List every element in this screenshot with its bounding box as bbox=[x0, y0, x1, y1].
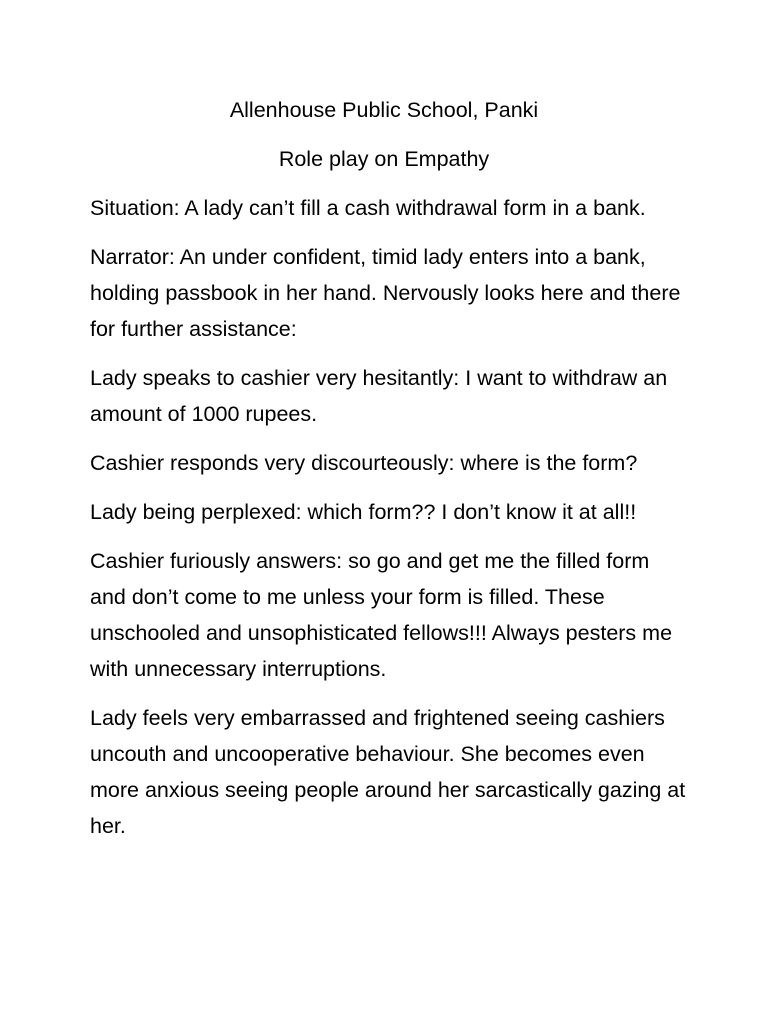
document-title: Role play on Empathy bbox=[278, 147, 490, 171]
paragraph-lady-perplexed: Lady being perplexed: which form?? I don’t know it at all!! bbox=[90, 500, 637, 524]
paragraph-lady-request: Lady speaks to cashier very hesitantly: I want to withdraw an amount of 1000 rupees. bbox=[90, 366, 668, 426]
paragraph-narrator: Narrator: An under confident, timid lady enters into a bank, holding passbook in her hand. Nervously looks here and there for further assistance: bbox=[90, 245, 681, 341]
document-body bbox=[90, 92, 690, 857]
paragraph-situation: Situation: A lady can’t fill a cash withdrawal form in a bank. bbox=[90, 196, 646, 220]
school-name: Allenhouse Public School, Panki bbox=[229, 98, 539, 122]
paragraph-cashier-response: Cashier responds very discourteously: where is the form? bbox=[90, 451, 638, 475]
paragraph-lady-embarrassed: Lady feels very embarrassed and frightened seeing cashiers uncouth and uncooperative behaviour. She becomes even more anxious seeing people around her sarcastically gazing at her. bbox=[90, 706, 686, 838]
paragraph-cashier-furious: Cashier furiously answers: so go and get me the filled form and don’t come to me unless your form is filled. These unschooled and unsophisticated fellows!!! Always pesters me with unnecessary interruptions. bbox=[90, 549, 673, 681]
